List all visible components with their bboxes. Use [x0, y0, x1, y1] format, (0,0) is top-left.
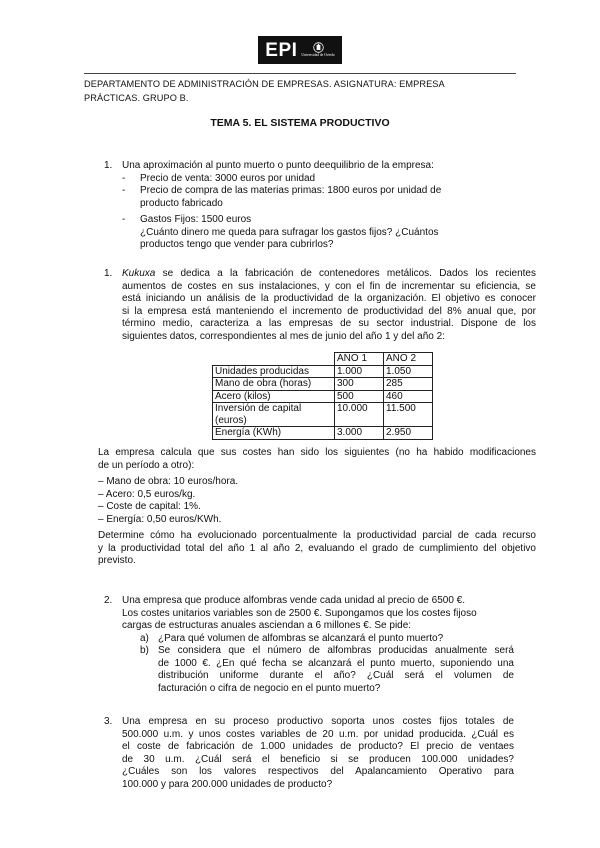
exercise-3-line-1: Una empresa que produce alfombras vende cada unidad al precio de 6500 €.	[122, 595, 466, 606]
bullet-dash: -	[122, 172, 126, 184]
logo-subtext: Universidad de Oviedo	[301, 53, 335, 58]
cell-value: 500	[335, 390, 384, 403]
epi-logo	[258, 36, 342, 64]
row-label: Acero (kilos)	[213, 390, 335, 403]
exercise-4-line-6: 100.000 y para 200.000 unidades de producto?	[122, 778, 333, 790]
table-header-row	[213, 353, 433, 366]
item-b-label: b)	[140, 645, 149, 656]
item-a-text: ¿Para qué volumen de alfombras se alcanzará el punto muerto?	[158, 632, 444, 644]
cell-value: 460	[384, 390, 433, 403]
exercise-1-number: 1.	[104, 160, 113, 171]
exercise-2-question: Determine cómo ha evolucionado porcentualmente la productividad parcial de cada recurso	[98, 530, 536, 541]
item-b-line-1: Se considera que el número de alfombras producidas anualmente será	[158, 645, 514, 656]
exercise-4-line-2: 500.000 u.m. y unos costes variables de 20 u.m. por unidad producida. ¿Cuál es	[122, 728, 514, 740]
row-label: Unidades producidas	[213, 365, 335, 378]
bullet-dash: -	[122, 214, 126, 225]
exercise-2-line-2: aumentos de costes en sus instalaciones, y con el fin de incrementar su eficiencia, se	[122, 280, 536, 292]
bullet-fixed-costs: Gastos Fijos: 1500 euros	[140, 214, 252, 225]
item-a-label: a)	[140, 632, 149, 644]
cost-steel: – Acero: 0,5 euros/kg.	[98, 488, 196, 500]
exercise-4-line-4: de 30 u.m. ¿Cuál será el beneficio si se producen 100.000 unidades?	[122, 753, 514, 765]
table-row	[213, 365, 433, 378]
table-row	[213, 403, 433, 427]
bullet-purchase-price-cont: producto fabricado	[140, 197, 223, 209]
exercise-2-line-6: siguientes datos, correspondientes al mes de junio del año 1 y del año 2:	[122, 330, 445, 342]
productivity-data-table	[212, 352, 433, 440]
bullet-purchase-price: Precio de compra de las materias primas: 1800 euros por unidad de	[140, 185, 442, 196]
exercise-3-number: 2.	[104, 595, 113, 606]
exercise-4-line-5: ¿Cuáles son los valores respectivos del Apalancamiento Operativo para	[122, 766, 514, 777]
column-header-year-1: AÑO 1	[335, 353, 384, 366]
cell-value: 3.000	[335, 427, 384, 440]
bullet-dash: -	[122, 185, 126, 196]
exercise-3-line-2: Los costes unitarios variables son de 2500 €. Supongamos que los costes fijoso	[122, 607, 477, 619]
costs-intro-cont: de un período a otro):	[98, 459, 195, 471]
item-b-line-3: distribución uniforme durante el año? ¿Cuál será el volumen de	[158, 670, 514, 681]
exercise-1-question-cont: productos tengo que vender para cubrirlos?	[140, 239, 334, 250]
cell-value: 285	[384, 378, 433, 391]
cell-value: 2.950	[384, 427, 433, 440]
exercise-4-number: 3.	[104, 716, 113, 727]
cell-value: 1.050	[384, 365, 433, 378]
exercise-1-intro: Una aproximación al punto muerto o punto deequilibrio de la empresa:	[122, 160, 434, 171]
exercise-2-number: 1.	[104, 268, 113, 279]
cost-capital: – Coste de capital: 1%.	[98, 501, 201, 512]
cell-value: 11.500	[384, 403, 433, 427]
cell-value: 300	[335, 378, 384, 391]
cell-value: 10.000	[335, 403, 384, 427]
cost-labor: – Mano de obra: 10 euros/hora.	[98, 476, 239, 487]
column-header-year-2: AÑO 2	[384, 353, 433, 366]
department-header: DEPARTAMENTO DE ADMINISTRACIÓN DE EMPRESAS. ASIGNATURA: EMPRESA PRÁCTICAS. GRUPO B.	[84, 79, 445, 103]
exercise-3-line-3: cargas de estructuras anuales asciendan a 6 millones €. Se pide:	[122, 620, 412, 631]
cell-value: 1.000	[335, 365, 384, 378]
item-b-line-2: de 1000 €. ¿En qué fecha se alcanzará el punto muerto, suponiendo una	[158, 657, 514, 669]
logo-text: EPI	[265, 39, 298, 61]
exercise-1-question: ¿Cuánto dinero me queda para sufragar los gastos fijos? ¿Cuántos	[140, 226, 439, 238]
header-divider	[84, 73, 516, 74]
exercise-2-question-cont: y la productividad total del año 1 al año 2, evaluando el grado de cumplimiento del objetivo	[98, 542, 536, 554]
exercise-2-line-5: término medio, caracteriza a las empresas de su sector industrial. Dispone de los	[122, 318, 536, 329]
row-label: Mano de obra (horas)	[213, 378, 335, 391]
table-row	[213, 427, 433, 440]
company-name: Kukuxa	[122, 268, 156, 279]
table-row	[213, 378, 433, 391]
exercise-4-line-3: el coste de fabricación de 1.000 unidades de producto? El precio de ventaes	[122, 741, 514, 752]
item-b-line-4: facturación o cifra de negocio en el punto muerto?	[158, 682, 381, 694]
page-title: TEMA 5. EL SISTEMA PRODUCTIVO	[210, 117, 390, 129]
bullet-sale-price: Precio de venta: 3000 euros por unidad	[140, 172, 316, 184]
table-row	[213, 390, 433, 403]
row-label: Inversión de capital (euros)	[213, 403, 335, 427]
exercise-2-line-4: si la empresa está manteniendo el incremento de productividad del 8% anual que, por	[122, 305, 536, 317]
exercise-2-question-end: previsto.	[98, 555, 136, 566]
row-label: Energía (KWh)	[213, 427, 335, 440]
costs-intro: La empresa calcula que sus costes han sido los siguientes (no ha habido modificaciones	[98, 447, 536, 458]
exercise-2-line-1: Kukuxa se dedica a la fabricación de contenedores metálicos. Dados los recientes	[122, 268, 536, 279]
cost-energy: – Energía: 0,50 euros/KWh.	[98, 513, 222, 525]
exercise-4-line-1: Una empresa en su proceso productivo soporta unos costes fijos totales de	[122, 716, 514, 727]
exercise-2-line-3: está iniciando un análisis de la productividad de la organización. El objetivo es conocer	[122, 293, 536, 304]
university-seal-icon	[313, 42, 324, 53]
